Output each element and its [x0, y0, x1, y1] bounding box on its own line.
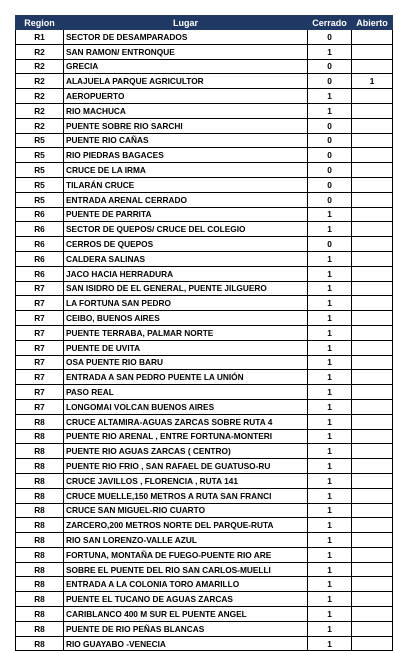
abierto-cell	[352, 577, 393, 592]
cerrado-cell: 1	[308, 547, 352, 562]
lugar-cell: CEIBO, BUENOS AIRES	[64, 311, 308, 326]
abierto-cell	[352, 518, 393, 533]
abierto-cell	[352, 177, 393, 192]
region-cell: R8	[16, 547, 64, 562]
abierto-cell: 1	[352, 74, 393, 89]
region-cell: R5	[16, 133, 64, 148]
table-row	[16, 414, 393, 429]
cerrado-cell: 1	[308, 281, 352, 296]
abierto-cell	[352, 340, 393, 355]
table-row	[16, 592, 393, 607]
header-cerrado: Cerrado	[308, 16, 352, 30]
lugar-cell: PASO REAL	[64, 385, 308, 400]
cerrado-cell: 1	[308, 325, 352, 340]
table-row	[16, 503, 393, 518]
lugar-cell: CRUCE SAN MIGUEL-RIO CUARTO	[64, 503, 308, 518]
abierto-cell	[352, 296, 393, 311]
abierto-cell	[352, 370, 393, 385]
region-cell: R5	[16, 177, 64, 192]
lugar-cell: CRUCE DE LA IRMA	[64, 163, 308, 178]
table-row	[16, 562, 393, 577]
region-cell: R2	[16, 74, 64, 89]
lugar-cell: PUENTE DE UVITA	[64, 340, 308, 355]
abierto-cell	[352, 547, 393, 562]
region-cell: R7	[16, 296, 64, 311]
abierto-cell	[352, 488, 393, 503]
lugar-cell: RIO MACHUCA	[64, 103, 308, 118]
lugar-cell: RIO SAN LORENZO-VALLE AZUL	[64, 533, 308, 548]
table-row	[16, 399, 393, 414]
region-cell: R8	[16, 429, 64, 444]
lugar-cell: PUENTE EL TUCANO DE AGUAS ZARCAS	[64, 592, 308, 607]
abierto-cell	[352, 133, 393, 148]
table-row	[16, 547, 393, 562]
cerrado-cell: 1	[308, 592, 352, 607]
cerrado-cell: 1	[308, 89, 352, 104]
lugar-cell: CRUCE ALTAMIRA-AGUAS ZARCAS SOBRE RUTA 4	[64, 414, 308, 429]
cerrado-cell: 1	[308, 44, 352, 59]
abierto-cell	[352, 118, 393, 133]
cerrado-cell: 1	[308, 429, 352, 444]
cerrado-cell: 1	[308, 518, 352, 533]
cerrado-cell: 1	[308, 311, 352, 326]
region-cell: R7	[16, 325, 64, 340]
abierto-cell	[352, 30, 393, 45]
table-row	[16, 163, 393, 178]
table-row	[16, 89, 393, 104]
cerrado-cell: 0	[308, 148, 352, 163]
header-region: Region	[16, 16, 64, 30]
header-lugar: Lugar	[64, 16, 308, 30]
cerrado-cell: 0	[308, 192, 352, 207]
abierto-cell	[352, 473, 393, 488]
region-cell: R2	[16, 118, 64, 133]
region-cell: R8	[16, 621, 64, 636]
region-cell: R7	[16, 281, 64, 296]
abierto-cell	[352, 562, 393, 577]
region-cell: R2	[16, 89, 64, 104]
cerrado-cell: 1	[308, 607, 352, 622]
closures-table	[15, 15, 393, 651]
abierto-cell	[352, 621, 393, 636]
table-row	[16, 444, 393, 459]
region-cell: R7	[16, 340, 64, 355]
table-row	[16, 103, 393, 118]
lugar-cell: CRUCE JAVILLOS , FLORENCIA , RUTA 141	[64, 473, 308, 488]
region-cell: R7	[16, 311, 64, 326]
lugar-cell: SAN ISIDRO DE EL GENERAL, PUENTE JILGUERO	[64, 281, 308, 296]
table-row	[16, 577, 393, 592]
region-cell: R8	[16, 562, 64, 577]
table-row	[16, 370, 393, 385]
lugar-cell: PUENTE DE PARRITA	[64, 207, 308, 222]
abierto-cell	[352, 444, 393, 459]
cerrado-cell: 0	[308, 237, 352, 252]
lugar-cell: PUENTE RIO AGUAS ZARCAS ( CENTRO)	[64, 444, 308, 459]
cerrado-cell: 1	[308, 488, 352, 503]
lugar-cell: SAN RAMON/ ENTRONQUE	[64, 44, 308, 59]
abierto-cell	[352, 533, 393, 548]
lugar-cell: PUENTE TERRABA, PALMAR NORTE	[64, 325, 308, 340]
lugar-cell: CRUCE MUELLE,150 METROS A RUTA SAN FRANCI	[64, 488, 308, 503]
table-row	[16, 281, 393, 296]
lugar-cell: ENTRADA A LA COLONIA TORO AMARILLO	[64, 577, 308, 592]
cerrado-cell: 1	[308, 533, 352, 548]
table-row	[16, 74, 393, 89]
cerrado-cell: 0	[308, 163, 352, 178]
lugar-cell: ENTRADA ARENAL CERRADO	[64, 192, 308, 207]
cerrado-cell: 1	[308, 459, 352, 474]
abierto-cell	[352, 503, 393, 518]
table-row	[16, 207, 393, 222]
region-cell: R7	[16, 399, 64, 414]
lugar-cell: RIO GUAYABO -VENECIA	[64, 636, 308, 651]
abierto-cell	[352, 89, 393, 104]
lugar-cell: SOBRE EL PUENTE DEL RIO SAN CARLOS-MUELLI	[64, 562, 308, 577]
table-row	[16, 237, 393, 252]
cerrado-cell: 0	[308, 118, 352, 133]
cerrado-cell: 1	[308, 370, 352, 385]
table-row	[16, 148, 393, 163]
abierto-cell	[352, 592, 393, 607]
header-row	[16, 16, 393, 30]
lugar-cell: LONGOMAI VOLCAN BUENOS AIRES	[64, 399, 308, 414]
table-row	[16, 133, 393, 148]
table-row	[16, 192, 393, 207]
table-row	[16, 518, 393, 533]
cerrado-cell: 1	[308, 577, 352, 592]
cerrado-cell: 1	[308, 562, 352, 577]
abierto-cell	[352, 459, 393, 474]
lugar-cell: PUENTE SOBRE RIO SARCHI	[64, 118, 308, 133]
region-cell: R8	[16, 503, 64, 518]
abierto-cell	[352, 148, 393, 163]
region-cell: R6	[16, 251, 64, 266]
cerrado-cell: 1	[308, 621, 352, 636]
cerrado-cell: 1	[308, 444, 352, 459]
region-cell: R7	[16, 355, 64, 370]
abierto-cell	[352, 59, 393, 74]
abierto-cell	[352, 385, 393, 400]
lugar-cell: CERROS DE QUEPOS	[64, 237, 308, 252]
abierto-cell	[352, 103, 393, 118]
lugar-cell: GRECIA	[64, 59, 308, 74]
region-cell: R6	[16, 237, 64, 252]
abierto-cell	[352, 281, 393, 296]
region-cell: R5	[16, 163, 64, 178]
cerrado-cell: 0	[308, 59, 352, 74]
table-row	[16, 621, 393, 636]
lugar-cell: SECTOR DE QUEPOS/ CRUCE DEL COLEGIO	[64, 222, 308, 237]
abierto-cell	[352, 325, 393, 340]
table-row	[16, 30, 393, 45]
cerrado-cell: 1	[308, 251, 352, 266]
table-row	[16, 311, 393, 326]
region-cell: R8	[16, 533, 64, 548]
cerrado-cell: 1	[308, 414, 352, 429]
region-cell: R8	[16, 636, 64, 651]
region-cell: R8	[16, 473, 64, 488]
abierto-cell	[352, 311, 393, 326]
cerrado-cell: 1	[308, 296, 352, 311]
lugar-cell: ZARCERO,200 METROS NORTE DEL PARQUE-RUTA	[64, 518, 308, 533]
table-row	[16, 385, 393, 400]
table-row	[16, 459, 393, 474]
abierto-cell	[352, 266, 393, 281]
abierto-cell	[352, 192, 393, 207]
region-cell: R1	[16, 30, 64, 45]
table-row	[16, 355, 393, 370]
cerrado-cell: 1	[308, 103, 352, 118]
abierto-cell	[352, 429, 393, 444]
cerrado-cell: 1	[308, 340, 352, 355]
lugar-cell: CALDERA SALINAS	[64, 251, 308, 266]
abierto-cell	[352, 636, 393, 651]
abierto-cell	[352, 414, 393, 429]
abierto-cell	[352, 207, 393, 222]
cerrado-cell: 0	[308, 74, 352, 89]
table-row	[16, 488, 393, 503]
lugar-cell: RIO PIEDRAS BAGACES	[64, 148, 308, 163]
lugar-cell: PUENTE RIO FRIO , SAN RAFAEL DE GUATUSO-RU	[64, 459, 308, 474]
region-cell: R7	[16, 370, 64, 385]
region-cell: R5	[16, 192, 64, 207]
lugar-cell: CARIBLANCO 400 M SUR EL PUENTE ANGEL	[64, 607, 308, 622]
table-row	[16, 429, 393, 444]
region-cell: R8	[16, 488, 64, 503]
cerrado-cell: 1	[308, 399, 352, 414]
table-row	[16, 636, 393, 651]
abierto-cell	[352, 607, 393, 622]
cerrado-cell: 0	[308, 133, 352, 148]
region-cell: R7	[16, 385, 64, 400]
table-row	[16, 533, 393, 548]
table-row	[16, 340, 393, 355]
abierto-cell	[352, 44, 393, 59]
lugar-cell: ENTRADA A SAN PEDRO PUENTE LA UNIÓN	[64, 370, 308, 385]
region-cell: R2	[16, 103, 64, 118]
region-cell: R8	[16, 592, 64, 607]
region-cell: R8	[16, 414, 64, 429]
region-cell: R2	[16, 59, 64, 74]
region-cell: R8	[16, 444, 64, 459]
region-cell: R8	[16, 577, 64, 592]
region-cell: R6	[16, 222, 64, 237]
cerrado-cell: 1	[308, 503, 352, 518]
cerrado-cell: 0	[308, 177, 352, 192]
cerrado-cell: 1	[308, 473, 352, 488]
region-cell: R6	[16, 266, 64, 281]
cerrado-cell: 1	[308, 266, 352, 281]
lugar-cell: FORTUNA, MONTAÑA DE FUEGO-PUENTE RIO ARE	[64, 547, 308, 562]
abierto-cell	[352, 355, 393, 370]
region-cell: R8	[16, 459, 64, 474]
lugar-cell: LA FORTUNA SAN PEDRO	[64, 296, 308, 311]
table-row	[16, 473, 393, 488]
table-body	[16, 30, 393, 651]
table-row	[16, 607, 393, 622]
table-row	[16, 222, 393, 237]
lugar-cell: SECTOR DE DESAMPARADOS	[64, 30, 308, 45]
cerrado-cell: 1	[308, 222, 352, 237]
abierto-cell	[352, 251, 393, 266]
lugar-cell: PUENTE DE RIO PEÑAS BLANCAS	[64, 621, 308, 636]
abierto-cell	[352, 399, 393, 414]
region-cell: R2	[16, 44, 64, 59]
lugar-cell: PUENTE RIO CAÑAS	[64, 133, 308, 148]
table-row	[16, 118, 393, 133]
lugar-cell: PUENTE RIO ARENAL , ENTRE FORTUNA-MONTERI	[64, 429, 308, 444]
cerrado-cell: 1	[308, 355, 352, 370]
header-abierto: Abierto	[352, 16, 393, 30]
cerrado-cell: 1	[308, 207, 352, 222]
cerrado-cell: 1	[308, 636, 352, 651]
lugar-cell: TILARÁN CRUCE	[64, 177, 308, 192]
cerrado-cell: 0	[308, 30, 352, 45]
table-row	[16, 59, 393, 74]
region-cell: R8	[16, 518, 64, 533]
lugar-cell: ALAJUELA PARQUE AGRICULTOR	[64, 74, 308, 89]
abierto-cell	[352, 222, 393, 237]
lugar-cell: OSA PUENTE RIO BARU	[64, 355, 308, 370]
table-row	[16, 266, 393, 281]
table-row	[16, 44, 393, 59]
lugar-cell: JACO HACIA HERRADURA	[64, 266, 308, 281]
cerrado-cell: 1	[308, 385, 352, 400]
table-row	[16, 251, 393, 266]
table-row	[16, 296, 393, 311]
table-row	[16, 325, 393, 340]
abierto-cell	[352, 163, 393, 178]
region-cell: R6	[16, 207, 64, 222]
table-row	[16, 177, 393, 192]
region-cell: R8	[16, 607, 64, 622]
region-cell: R5	[16, 148, 64, 163]
abierto-cell	[352, 237, 393, 252]
lugar-cell: AEROPUERTO	[64, 89, 308, 104]
